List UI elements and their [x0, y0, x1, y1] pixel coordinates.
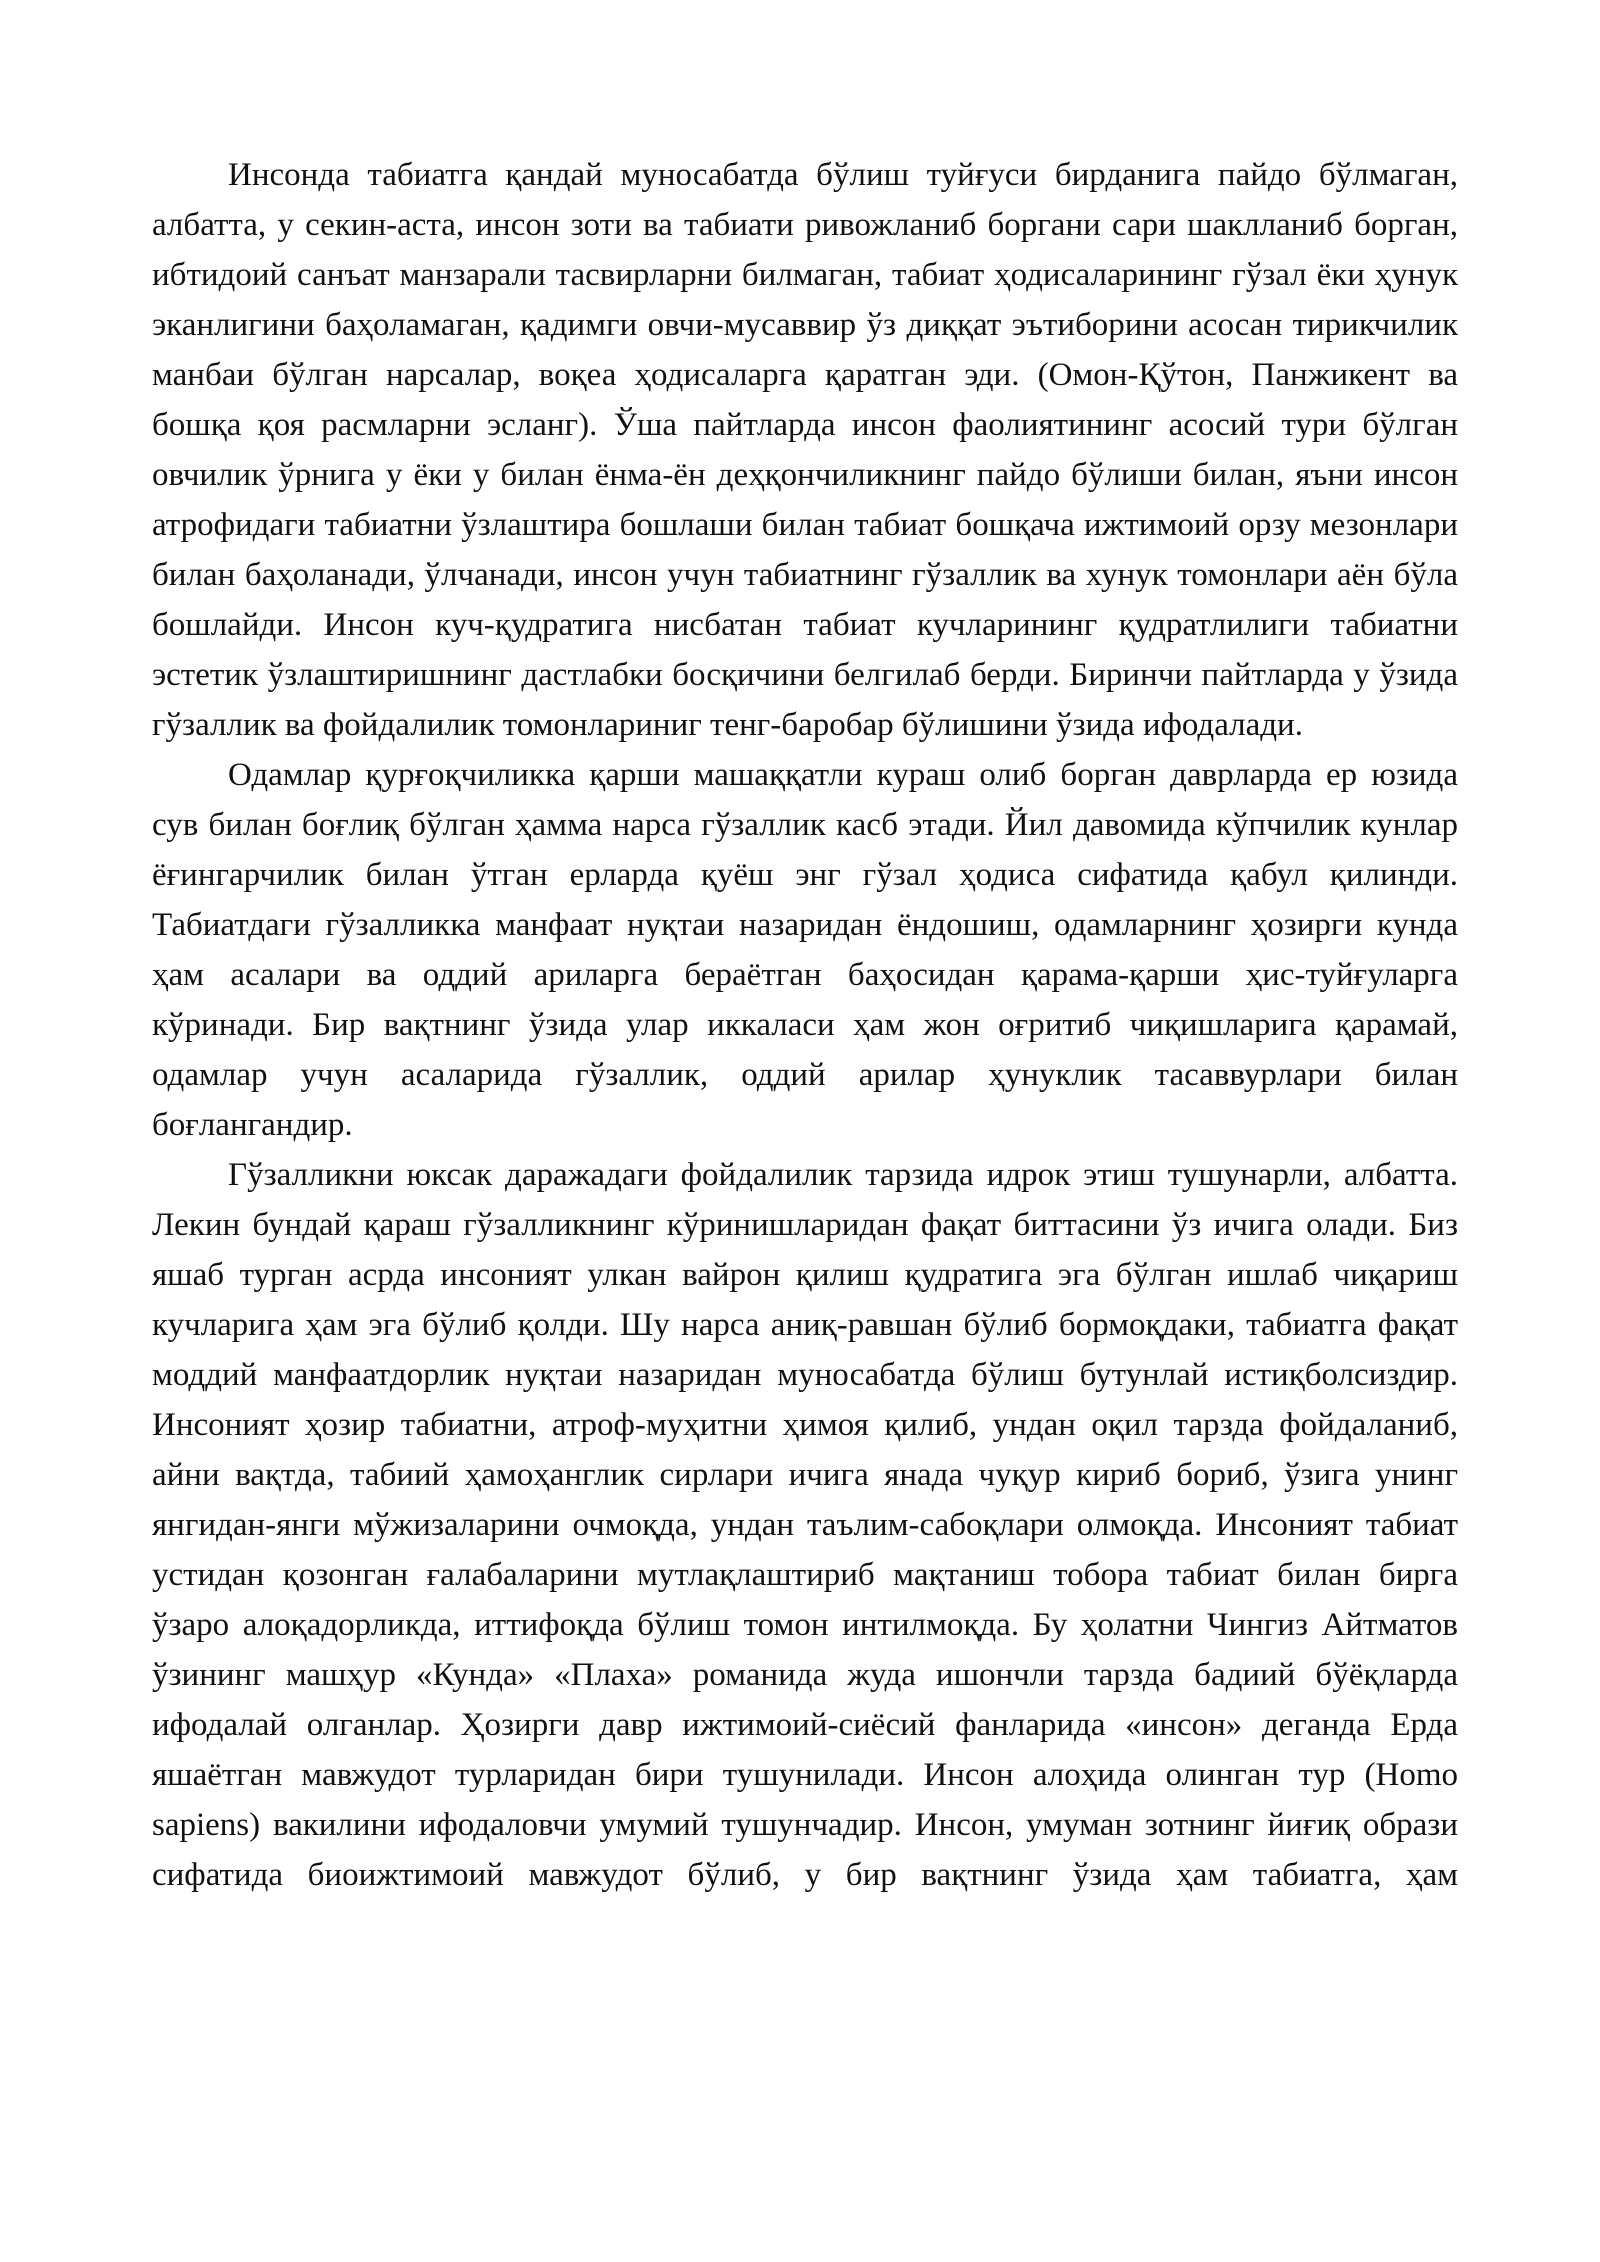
- paragraph-1: Инсонда табиатга қандай муносабатда бўлиш туйғуси бирданига пайдо бўлмаган, албатта, у секин-аста, инсон зоти ва табиати ривожланиб боргани сари шаклланиб борган, ибтидоий санъат манзарали тасвирларни билмаган, табиат ҳодисаларининг гўзал ёки ҳунук эканлигини баҳоламаган, қадимги овчи-мусаввир ўз диққат эътиборини асосан тирикчилик манбаи бўлган нарсалар, воқеа ҳодисаларга қаратган эди. (Омон-Қўтон, Панжикент ва бошқа қоя расмларни эсланг). Ўша пайтларда инсон фаолиятининг асосий тури бўлган овчилик ўрнига у ёки у билан ёнма-ён деҳқончиликнинг пайдо бўлиши билан, яъни инсон атрофидаги табиатни ўзлаштира бошлаши билан табиат бошқача ижтимоий орзу мезонлари билан баҳоланади, ўлчанади, инсон учун табиатнинг гўзаллик ва хунук томонлари аён бўла бошлайди. Инсон куч-қудратига нисбатан табиат кучларининг қудратлилиги табиатни эстетик ўзлаштиришнинг дастлабки босқичини белгилаб берди. Биринчи пайтларда у ўзида гўзаллик ва фойдалилик томонлариниг тенг-баробар бўлишини ўзида ифодалади.: [152, 157, 1458, 743]
- document-body: [152, 150, 1458, 1900]
- paragraph-2: Одамлар қурғоқчиликка қарши машаққатли кураш олиб борган даврларда ер юзида сув билан боғлиқ бўлган ҳамма нарса гўзаллик касб этади. Йил давомида кўпчилик кунлар ёғингарчилик билан ўтган ерларда қуёш энг гўзал ҳодиса сифатида қабул қилинди. Табиатдаги гўзалликка манфаат нуқтаи назаридан ёндошиш, одамларнинг ҳозирги кунда ҳам асалари ва оддий ариларга бераётган баҳосидан қарама-қарши ҳис-туйғуларга кўринади. Бир вақтнинг ўзида улар иккаласи ҳам жон оғритиб чиқишларига қарамай, одамлар учун асаларида гўзаллик, оддий арилар ҳунуклик тасаввурлари билан боғлангандир.: [152, 757, 1458, 1143]
- paragraph-3: Гўзалликни юксак даражадаги фойдалилик тарзида идрок этиш тушунарли, албатта. Лекин бундай қараш гўзалликнинг кўринишларидан фақат биттасини ўз ичига олади. Биз яшаб турган асрда инсоният улкан вайрон қилиш қудратига эга бўлган ишлаб чиқариш кучларига ҳам эга бўлиб қолди. Шу нарса аниқ-равшан бўлиб бормоқдаки, табиатга фақат моддий манфаатдорлик нуқтаи назаридан муносабатда бўлиш бутунлай истиқболсиздир. Инсоният ҳозир табиатни, атроф-муҳитни ҳимоя қилиб, ундан оқил тарзда фойдаланиб, айни вақтда, табиий ҳамоҳанглик сирлари ичига янада чуқур кириб бориб, ўзига унинг янгидан-янги мўжизаларини очмоқда, ундан таълим-сабоқлари олмоқда. Инсоният табиат устидан қозонган ғалабаларини мутлақлаштириб мақтаниш тобора табиат билан бирга ўзаро алоқадорликда, иттифоқда бўлиш томон интилмоқда. Бу ҳолатни Чингиз Айтматов ўзининг машҳур «Кунда» «Плаха» романида жуда ишончли тарзда бадиий бўёқларда ифодалай олганлар. Ҳозирги давр ижтимоий-сиёсий фанларида «инсон» деганда Ерда яшаётган мавжудот турларидан бири тушунилади. Инсон алоҳида олинган тур (Homo sapiens) вакилини ифодаловчи умумий тушунчадир. Инсон, умуман зотнинг йиғиқ образи сифатида биоижтимоий мавжудот бўлиб, у бир вақтнинг ўзида ҳам табиатга, ҳам: [152, 1157, 1458, 1893]
